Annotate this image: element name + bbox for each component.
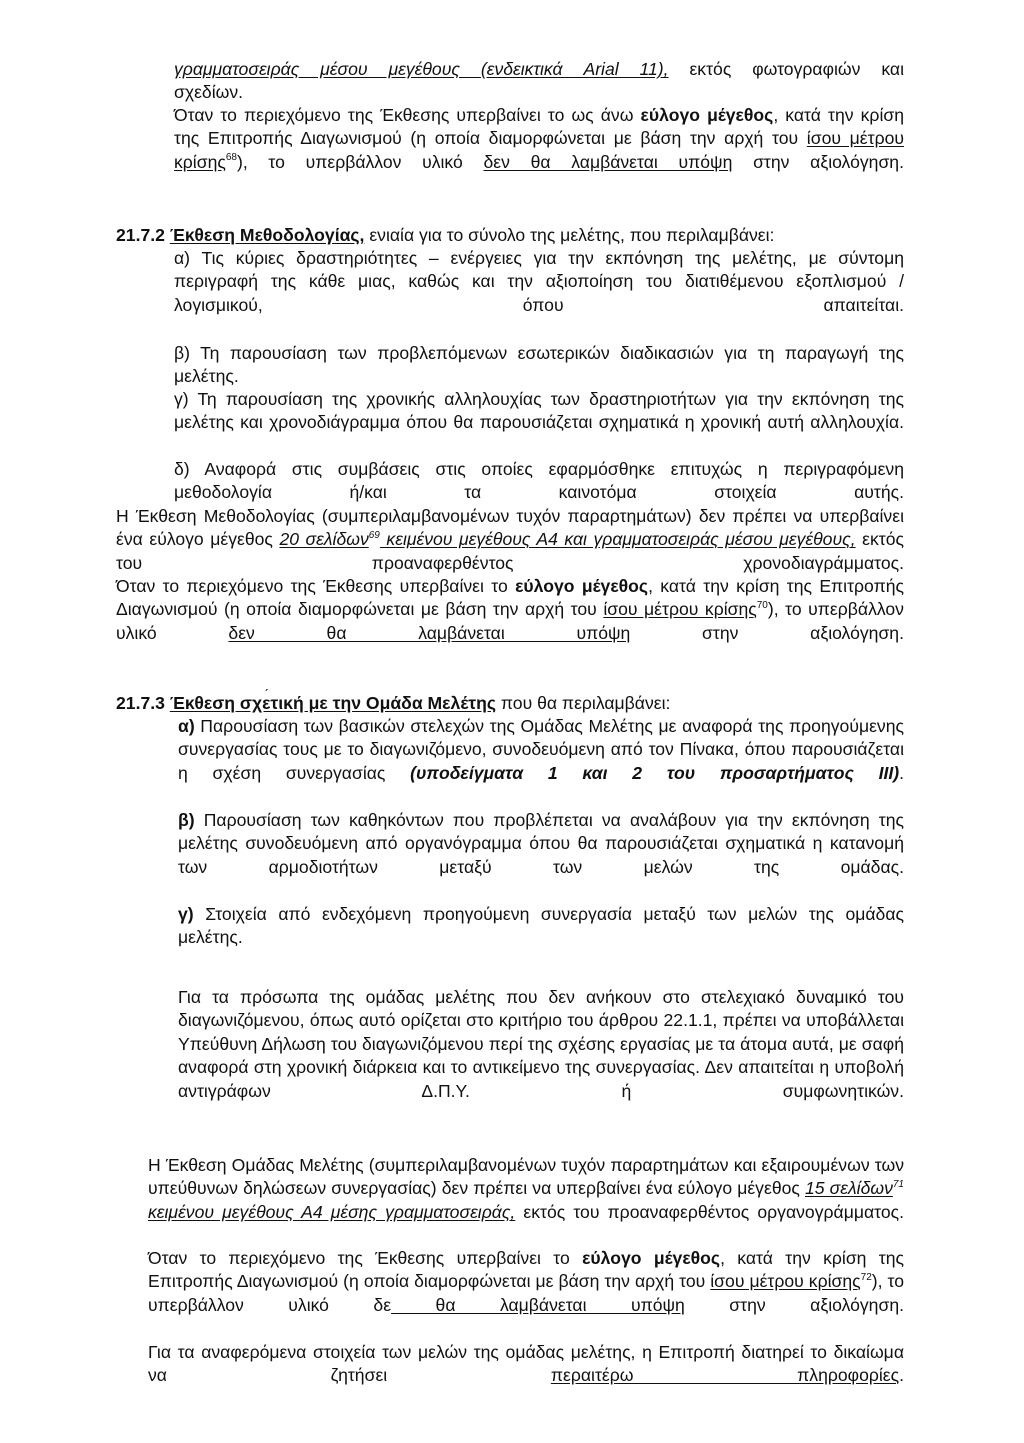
section-number: 21.7.3 [116,693,165,713]
font-size-note: γραμματοσειράς μέσου μεγέθους (ενδεικτικά Arial 11), [174,59,669,79]
intro-excess-paragraph: Όταν το περιεχόμενο της Έκθεσης υπερβαίνει το ως άνω εύλογο μέγεθος, κατά την κρίση της Επιτροπής Διαγωνισμού (η οποία διαμορφώνεται με βάση την αρχή του ίσου μέτρου κρίσης$^{68}$), το υπερβάλλον υλικό δεν θα λαμβάνεται υπόψη στην αξιολόγηση. [174,105,904,172]
external-persons-paragraph: Για τα πρόσωπα της ομάδας μελέτης που δεν ανήκουν στο στελεχιακό δυναμικό του διαγωνιζόμενου, όπως αυτό ορίζεται στο κριτήριο του άρθρου 22.1.1, πρέπει να υποβάλλεται Υπεύθυνη Δήλωση του διαγωνιζόμενου περί της σχέσης εργασίας με τα άτομα αυτά, με σαφή αναφορά στη χρονική διάρκεια και το αντικείμενο της συνεργασίας. Δεν απαιτείται η υποβολή αντιγράφων Δ.Π.Υ. ή συμφωνητικών. [178,987,904,1101]
team-item-a: α) Παρουσίαση των βασικών στελεχών της Ομάδας Μελέτης με αναφορά της προηγούμενης συνεργασίας τους με το διαγωνιζόμενο, συνοδευόμενη από τον Πίνακα, όπου παρουσιάζεται η σχέση συνεργασίας (υποδείγματα 1 και 2 του προσαρτήματος ΙΙΙ). [178,716,904,783]
footnote-ref: 71 [892,1178,904,1190]
team-item-b: β) Παρουσίαση των καθηκόντων που προβλέπεται να αναλάβουν για την εκπόνηση της μελέτης συνοδευόμενη από οργανόγραμμα όπου θα παρουσιάζεται σχηματικά η κατανομή των αρμοδιοτήτων μεταξύ των μελών της ομάδας. [178,810,904,877]
intro-paragraph: γραμματοσειράς μέσου μεγέθους (ενδεικτικά Arial 11), εκτός φωτογραφιών και [174,59,904,79]
section-title: Έκθεση Μεθοδολογίας, [169,225,365,245]
section-number: 21.7.2 [116,225,165,245]
section-21-7-3-heading: 21.7.3 Έκθεση σχετική με την Ομάδα Μελέτης που θα περιλαμβάνει: [116,693,671,713]
intro-paragraph-line2: σχεδίων. [174,82,244,102]
footnote-ref: 68 [225,151,237,163]
list-item-b: β) Τη παρουσίαση των προβλεπόμενων εσωτερικών διαδικασιών για τη παραγωγή της μελέτης. [174,343,904,387]
section-title: Έκθεση σχετική με την Ομάδα Μελέτης [169,693,497,713]
team-item-c: γ) Στοιχεία από ενδεχόμενη προηγούμενη συνεργασία μεταξύ των μελών της ομάδας μελέτης. [178,904,904,948]
methodology-size-paragraph: Η Έκθεση Μεθοδολογίας (συμπεριλαμβανομένων τυχόν παραρτημάτων) δεν πρέπει να υπερβαίνει ένα εύλογο μέγεθος 20 σελίδων$^{69}$ κειμένου μεγέθους Α4 και γραμματοσειράς μέσου μεγέθους, εκτός του προαναφερθέντος χρονοδιαγράμματος. [116,506,904,573]
stray-mark: ˏ [264,675,269,691]
list-item-a: α) Τις κύριες δραστηριότητες – ενέργειες για την εκπόνηση της μελέτης, με σύντομη περιγραφή της κάθε μιας, καθώς και την αξιοποίηση του διατιθέμενου εξοπλισμού / λογισμικού, όπου απαιτείται. [174,248,904,315]
list-item-c: γ) Τη παρουσίαση της χρονικής αλληλουχίας των δραστηριοτήτων για την εκπόνηση της μελέτης και χρονοδιάγραμμα όπου θα παρουσιάζεται σχηματικά η χρονική αυτή αλληλουχία. [174,389,904,433]
team-size-paragraph: Η Έκθεση Ομάδας Μελέτης (συμπεριλαμβανομένων τυχόν παραρτημάτων και εξαιρουμένων των υπεύθυνων δηλώσεων συνεργασίας) δεν πρέπει να υπερβαίνει ένα εύλογο μέγεθος 15 σελίδων$^{71}$ κειμένου μεγέθους Α4 μέσης γραμματοσειράς, εκτός του προαναφερθέντος οργανογράμματος. [148,1155,904,1222]
further-info-paragraph: Για τα αναφερόμενα στοιχεία των μελών της ομάδας μελέτης, η Επιτροπή διατηρεί το δικαίωμα να ζητήσει περαιτέρω πληροφορίες. [148,1342,904,1386]
footnote-ref: 72 [860,1271,872,1283]
methodology-excess-paragraph: Όταν το περιεχόμενο της Έκθεσης υπερβαίνει το εύλογο μέγεθος, κατά την κρίση της Επιτροπής Διαγωνισμού (η οποία διαμορφώνεται με βάση την αρχή του ίσου μέτρου κρίσης$^{70}$), το υπερβάλλον υλικό δεν θα λαμβάνεται υπόψη στην αξιολόγηση. [116,576,904,643]
footnote-ref: 69 [368,529,380,541]
section-21-7-2-heading: 21.7.2 Έκθεση Μεθοδολογίας, ενιαία για το σύνολο της μελέτης, που περιλαμβάνει: [116,225,775,245]
list-item-d: δ) Αναφορά στις συμβάσεις στις οποίες εφαρμόσθηκε επιτυχώς η περιγραφόμενη μεθοδολογία ή/και τα καινοτόμα στοιχεία αυτής. [174,459,904,503]
footnote-ref: 70 [756,599,768,611]
team-excess-paragraph: Όταν το περιεχόμενο της Έκθεσης υπερβαίνει το εύλογο μέγεθος, κατά την κρίση της Επιτροπής Διαγωνισμού (η οποία διαμορφώνεται με βάση την αρχή του ίσου μέτρου κρίσης$^{72}$), το υπερβάλλον υλικό δε θα λαμβάνεται υπόψη στην αξιολόγηση. [148,1248,905,1315]
